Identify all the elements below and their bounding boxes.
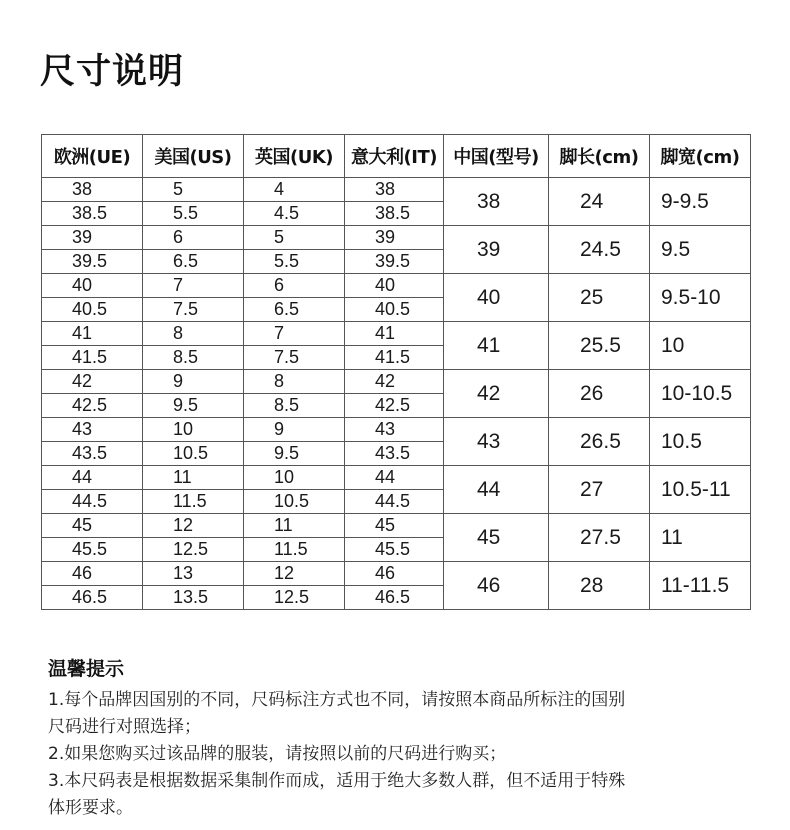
table-row bbox=[42, 226, 751, 250]
header-cn: 中国(型号) bbox=[444, 135, 549, 178]
cell-us: 8 bbox=[143, 322, 244, 346]
cell-foot-length: 28 bbox=[549, 562, 650, 610]
cell-eu: 45.5 bbox=[42, 538, 143, 562]
header-uk: 英国(UK) bbox=[244, 135, 345, 178]
cell-foot-width: 11-11.5 bbox=[650, 562, 751, 610]
cell-eu: 46 bbox=[42, 562, 143, 586]
cell-it: 43 bbox=[345, 418, 444, 442]
cell-cn-size: 39 bbox=[444, 226, 549, 274]
header-it: 意大利(IT) bbox=[345, 135, 444, 178]
cell-uk: 7 bbox=[244, 322, 345, 346]
cell-eu: 39 bbox=[42, 226, 143, 250]
cell-eu: 40.5 bbox=[42, 298, 143, 322]
cell-us: 10.5 bbox=[143, 442, 244, 466]
cell-foot-width: 10.5-11 bbox=[650, 466, 751, 514]
cell-cn-size: 40 bbox=[444, 274, 549, 322]
cell-us: 13.5 bbox=[143, 586, 244, 610]
cell-it: 42.5 bbox=[345, 394, 444, 418]
table-row bbox=[42, 322, 751, 346]
cell-foot-width: 9.5 bbox=[650, 226, 751, 274]
cell-it: 43.5 bbox=[345, 442, 444, 466]
cell-eu: 42.5 bbox=[42, 394, 143, 418]
cell-it: 44.5 bbox=[345, 490, 444, 514]
cell-it: 40 bbox=[345, 274, 444, 298]
table-row bbox=[42, 370, 751, 394]
cell-it: 46.5 bbox=[345, 586, 444, 610]
header-eu: 欧洲(UE) bbox=[42, 135, 143, 178]
cell-it: 39.5 bbox=[345, 250, 444, 274]
cell-it: 38.5 bbox=[345, 202, 444, 226]
cell-us: 11.5 bbox=[143, 490, 244, 514]
cell-cn-size: 45 bbox=[444, 514, 549, 562]
tip-line: 尺码进行对照选择； bbox=[48, 717, 201, 737]
size-table-body bbox=[42, 178, 751, 610]
cell-foot-length: 24.5 bbox=[549, 226, 650, 274]
header-foot-length: 脚长(cm) bbox=[549, 135, 650, 178]
cell-us: 7.5 bbox=[143, 298, 244, 322]
cell-eu: 38.5 bbox=[42, 202, 143, 226]
table-row bbox=[42, 418, 751, 442]
cell-us: 8.5 bbox=[143, 346, 244, 370]
table-row bbox=[42, 274, 751, 298]
cell-foot-length: 27.5 bbox=[549, 514, 650, 562]
cell-eu: 43 bbox=[42, 418, 143, 442]
cell-eu: 46.5 bbox=[42, 586, 143, 610]
cell-foot-length: 26 bbox=[549, 370, 650, 418]
cell-uk: 4.5 bbox=[244, 202, 345, 226]
cell-uk: 8 bbox=[244, 370, 345, 394]
cell-eu: 43.5 bbox=[42, 442, 143, 466]
cell-it: 41 bbox=[345, 322, 444, 346]
cell-uk: 9 bbox=[244, 418, 345, 442]
cell-us: 5 bbox=[143, 178, 244, 202]
cell-foot-width: 11 bbox=[650, 514, 751, 562]
cell-uk: 10.5 bbox=[244, 490, 345, 514]
cell-eu: 44 bbox=[42, 466, 143, 490]
cell-it: 42 bbox=[345, 370, 444, 394]
cell-us: 12.5 bbox=[143, 538, 244, 562]
header-us: 美国(US) bbox=[143, 135, 244, 178]
cell-us: 10 bbox=[143, 418, 244, 442]
cell-us: 6 bbox=[143, 226, 244, 250]
cell-eu: 44.5 bbox=[42, 490, 143, 514]
cell-it: 39 bbox=[345, 226, 444, 250]
cell-cn-size: 43 bbox=[444, 418, 549, 466]
page-title: 尺寸说明 bbox=[40, 52, 185, 92]
cell-foot-width: 9-9.5 bbox=[650, 178, 751, 226]
tip-line: 1.每个品牌因国别的不同，尺码标注方式也不同，请按照本商品所标注的国别 bbox=[48, 690, 626, 710]
cell-us: 6.5 bbox=[143, 250, 244, 274]
cell-uk: 10 bbox=[244, 466, 345, 490]
cell-cn-size: 38 bbox=[444, 178, 549, 226]
cell-foot-width: 10 bbox=[650, 322, 751, 370]
cell-it: 46 bbox=[345, 562, 444, 586]
cell-uk: 12 bbox=[244, 562, 345, 586]
cell-us: 9.5 bbox=[143, 394, 244, 418]
cell-us: 7 bbox=[143, 274, 244, 298]
cell-foot-width: 9.5-10 bbox=[650, 274, 751, 322]
size-table bbox=[41, 134, 751, 610]
cell-it: 45.5 bbox=[345, 538, 444, 562]
cell-cn-size: 41 bbox=[444, 322, 549, 370]
cell-eu: 41 bbox=[42, 322, 143, 346]
cell-uk: 5.5 bbox=[244, 250, 345, 274]
cell-it: 38 bbox=[345, 178, 444, 202]
tip-line: 体形要求。 bbox=[48, 798, 133, 818]
tips-title: 温馨提示 bbox=[48, 658, 125, 680]
cell-eu: 45 bbox=[42, 514, 143, 538]
cell-it: 40.5 bbox=[345, 298, 444, 322]
cell-eu: 39.5 bbox=[42, 250, 143, 274]
cell-foot-length: 24 bbox=[549, 178, 650, 226]
cell-foot-length: 27 bbox=[549, 466, 650, 514]
cell-uk: 12.5 bbox=[244, 586, 345, 610]
table-row bbox=[42, 466, 751, 490]
cell-cn-size: 46 bbox=[444, 562, 549, 610]
cell-us: 9 bbox=[143, 370, 244, 394]
tip-line: 2.如果您购买过该品牌的服装，请按照以前的尺码进行购买； bbox=[48, 744, 507, 764]
cell-foot-width: 10-10.5 bbox=[650, 370, 751, 418]
cell-us: 13 bbox=[143, 562, 244, 586]
cell-us: 11 bbox=[143, 466, 244, 490]
table-row bbox=[42, 178, 751, 202]
cell-us: 5.5 bbox=[143, 202, 244, 226]
cell-eu: 42 bbox=[42, 370, 143, 394]
cell-uk: 4 bbox=[244, 178, 345, 202]
cell-it: 41.5 bbox=[345, 346, 444, 370]
cell-it: 44 bbox=[345, 466, 444, 490]
cell-uk: 11.5 bbox=[244, 538, 345, 562]
table-row bbox=[42, 514, 751, 538]
cell-cn-size: 44 bbox=[444, 466, 549, 514]
cell-uk: 8.5 bbox=[244, 394, 345, 418]
cell-cn-size: 42 bbox=[444, 370, 549, 418]
tip-line: 3.本尺码表是根据数据采集制作而成，适用于绝大多数人群，但不适用于特殊 bbox=[48, 771, 626, 791]
cell-uk: 6.5 bbox=[244, 298, 345, 322]
cell-us: 12 bbox=[143, 514, 244, 538]
cell-uk: 11 bbox=[244, 514, 345, 538]
cell-foot-length: 25.5 bbox=[549, 322, 650, 370]
cell-foot-length: 26.5 bbox=[549, 418, 650, 466]
cell-uk: 6 bbox=[244, 274, 345, 298]
cell-eu: 40 bbox=[42, 274, 143, 298]
cell-eu: 38 bbox=[42, 178, 143, 202]
cell-it: 45 bbox=[345, 514, 444, 538]
cell-foot-width: 10.5 bbox=[650, 418, 751, 466]
cell-foot-length: 25 bbox=[549, 274, 650, 322]
cell-uk: 9.5 bbox=[244, 442, 345, 466]
tips-section bbox=[48, 655, 758, 822]
header-row bbox=[42, 135, 751, 178]
header-foot-width: 脚宽(cm) bbox=[650, 135, 751, 178]
table-row bbox=[42, 562, 751, 586]
cell-eu: 41.5 bbox=[42, 346, 143, 370]
cell-uk: 5 bbox=[244, 226, 345, 250]
cell-uk: 7.5 bbox=[244, 346, 345, 370]
